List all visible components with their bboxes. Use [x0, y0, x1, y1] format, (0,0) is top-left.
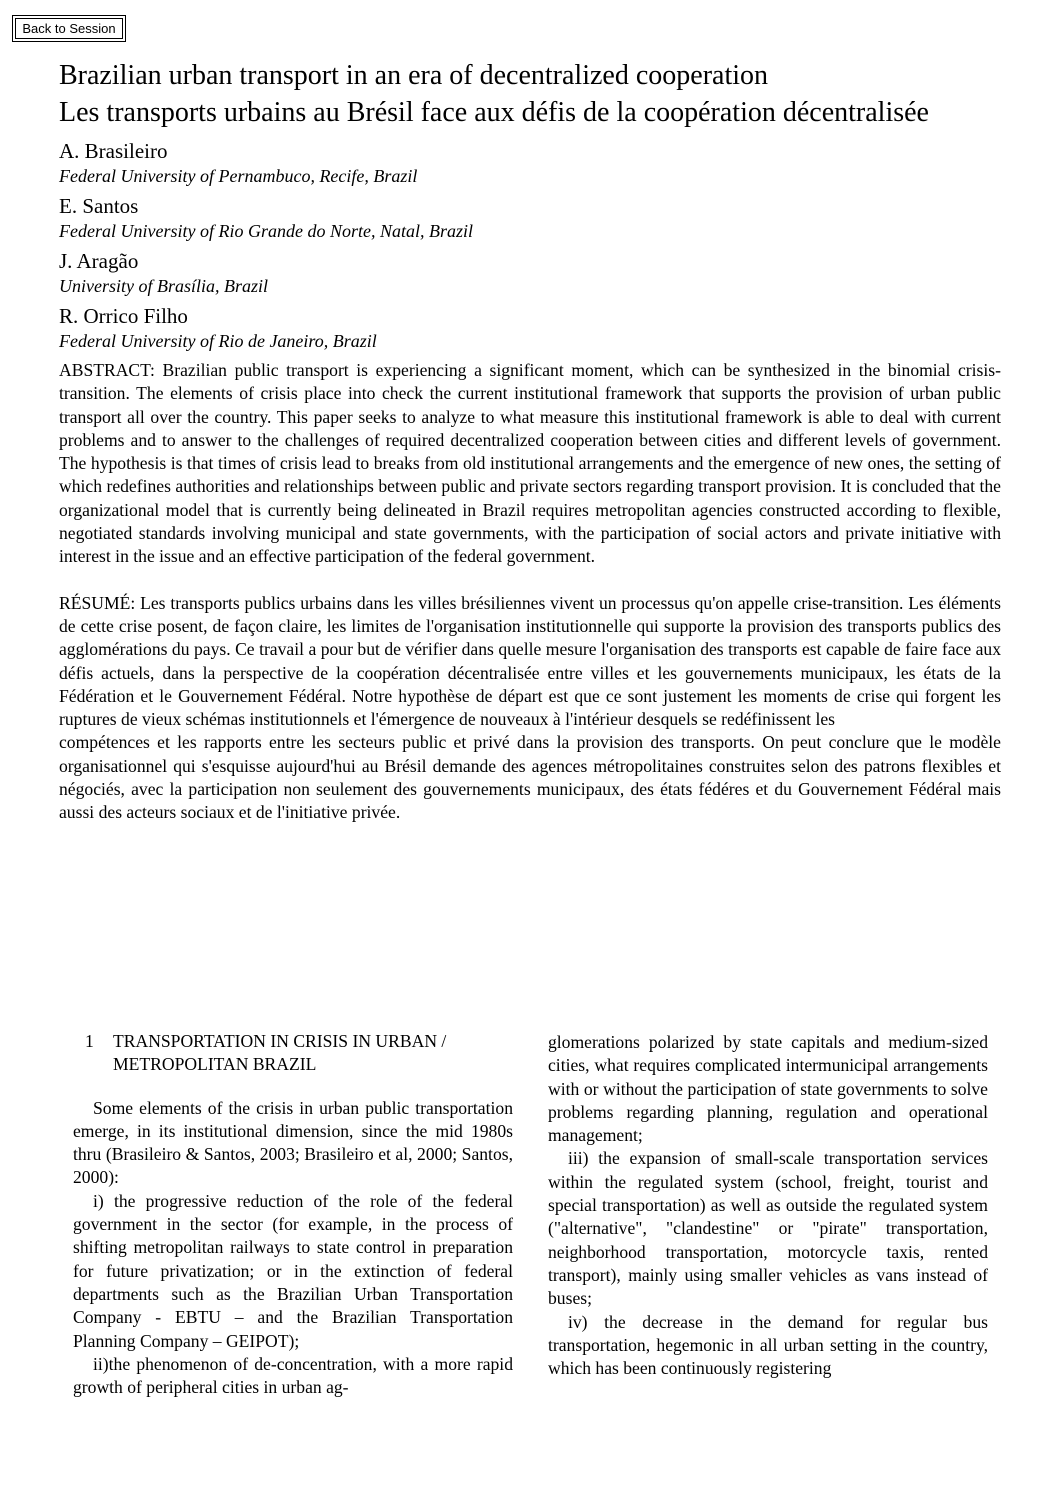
author-affiliation: Federal University of Rio de Janeiro, Brazil: [59, 331, 377, 351]
paper-header: [59, 58, 1001, 825]
author-name: J. Aragão: [59, 249, 139, 273]
abstract-french-part-2: compétences et les rapports entre les secteurs public et privé dans la provision des transports. On peut conclure que le modèle organisationnel qui s'esquisse aujourd'hui au Brésil demande des agences métropolitaines construites selon des patrons flexibles et négociés, avec la participation non seulement des gouvernements municipaux, des états fédéres et du Gouvernement Fédéral mais aussi des acteurs sociaux et de l'initiative privée.: [59, 732, 1001, 823]
author-affiliation: Federal University of Pernambuco, Recife, Brazil: [59, 166, 418, 186]
section-title: TRANSPORTATION IN CRISIS IN URBAN / METROPOLITAN BRAZIL: [113, 1031, 447, 1075]
paper-title-french: Les transports urbains au Brésil face aux défis de la coopération décentralisée: [59, 97, 929, 128]
author-name: E. Santos: [59, 194, 139, 218]
abstract-french-part-1: RÉSUMÉ: Les transports publics urbains dans les villes brésiliennes vivent un processus qu'on appelle crise-transition. Les éléments de cette crise posent, de façon claire, les limites de l'organisation institutionnelle qui supporte la provision des transports publics des agglomérations du pays. Ce travail a pour but de vérifier dans quelle mesure l'organisation des transports est capable de faire face aux défis actuels, dans la perspective de la coopération décentralisée entre villes et les gouvernements municipaux, les états de la Fédération et le Gouvernement Fédéral. Notre hypothèse de départ est que ce sont justement les moments de crise qui forgent les ruptures de vieux schémas institutionnels et l'émergence de nouveaux à l'intérieur desquels se redéfinissent les: [59, 592, 1001, 730]
list-item-iv: iv) the decrease in the demand for regular bus transportation, hegemonic in all urban setting in the country, which has been continuously registering: [548, 1311, 988, 1379]
list-item-iii: iii) the expansion of small-scale transportation services within the regulated system (school, freight, tourist and special transportation) as well as outside the regulated system ("alternative", "clandestine" or "pirate" transportation, neighborhood transportation, motorcycle taxis, rented transport), mainly using smaller vehicles as vans instead of buses;: [548, 1148, 988, 1309]
author-name: A. Brasileiro: [59, 139, 168, 163]
back-to-session-button[interactable]: Back to Session: [12, 15, 126, 42]
author-block: [59, 303, 1001, 352]
author-block: [59, 138, 1001, 187]
section-heading: [73, 1030, 513, 1077]
author-affiliation: Federal University of Rio Grande do Norte, Natal, Brazil: [59, 221, 473, 241]
author-affiliation: University of Brasília, Brazil: [59, 276, 268, 296]
left-column: [73, 1030, 513, 1399]
list-item-ii: ii)the phenomenon of de-concentration, with a more rapid growth of peripheral cities in urban ag-: [73, 1353, 513, 1398]
author-list: [59, 138, 1001, 352]
list-item-i: i) the progressive reduction of the role of the federal government in the sector (for example, in the process of shifting metropolitan railways to state control in preparation for future privatization; or in the extinction of federal departments such as the Brazilian Urban Transportation Company - EBTU – and the Brazilian Transportation Planning Company – GEIPOT);: [73, 1190, 513, 1351]
section-number: 1: [85, 1031, 94, 1051]
paper-title-english: Brazilian urban transport in an era of decentralized cooperation: [59, 60, 769, 91]
right-column: [548, 1031, 988, 1380]
author-block: [59, 248, 1001, 297]
abstract-english: ABSTRACT: Brazilian public transport is experiencing a significant moment, which can be synthesized in the binomial crisis-transition. The elements of crisis place into check the current institutional framework that supports the provision of urban public transport all over the country. This paper seeks to analyze to what measure this institutional framework is able to deal with current problems and to answer to the challenges of required decentralized cooperation between cities and different levels of government. The hypothesis is that times of crisis lead to breaks from old institutional arrangements and the emergence of new ones, the setting of which redefines authorities and relationships between public and private sectors regarding transport provision. It is concluded that the organizational model that is currently being delineated in Brazil requires metropolitan agencies constructed according to flexible, negotiated standards involving municipal and state governments, with the participation of social actors and private initiative with interest in the issue and an effective participation of the federal government.: [59, 360, 1001, 567]
author-name: R. Orrico Filho: [59, 304, 188, 328]
author-block: [59, 193, 1001, 242]
list-item-ii-continued: glomerations polarized by state capitals and medium-sized cities, what requires complicated intermunicipal arrangements with or without the participation of state governments to solve problems regarding planning, regulation and operational management;: [548, 1032, 988, 1146]
section-intro-paragraph: Some elements of the crisis in urban public transportation emerge, in its institutional dimension, since the mid 1980s thru (Brasileiro & Santos, 2003; Brasileiro et al, 2000; Santos, 2000):: [73, 1097, 513, 1188]
